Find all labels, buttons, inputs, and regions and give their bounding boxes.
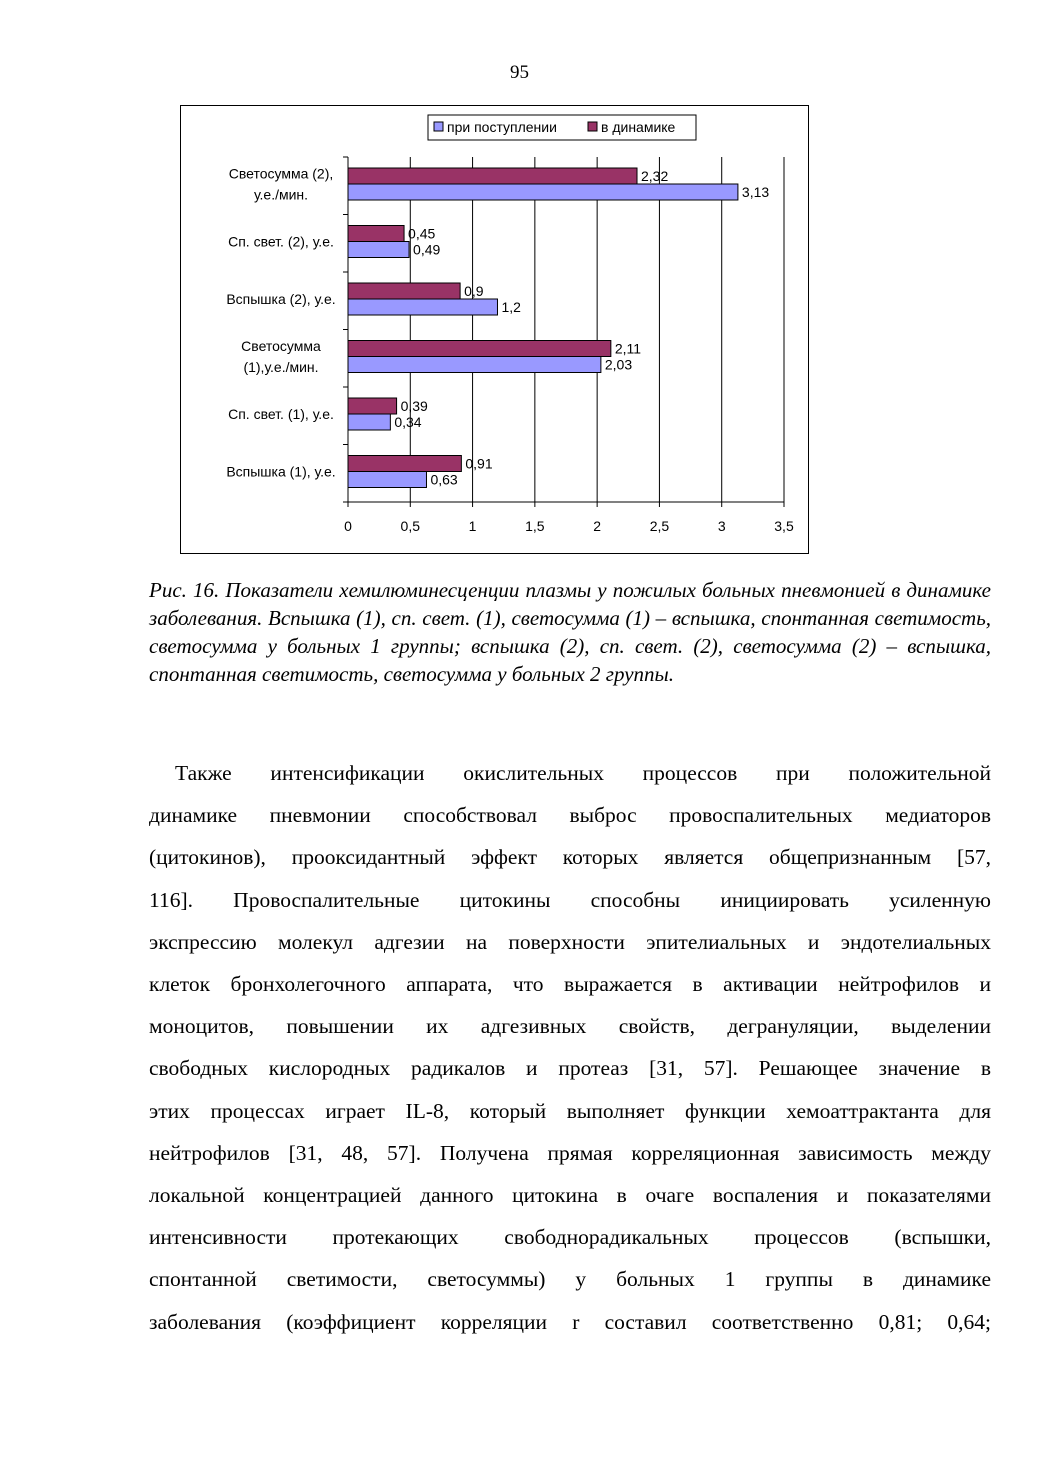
category-label: Вспышка (1), у.е. bbox=[226, 463, 336, 480]
legend-swatch-admission bbox=[434, 122, 443, 131]
category-label: (1),у.е./мин. bbox=[243, 359, 319, 375]
data-label: 0,45 bbox=[408, 225, 436, 242]
x-tick-label: 1,5 bbox=[525, 518, 545, 534]
legend-label-dynamics: в динамике bbox=[601, 119, 676, 135]
body-line: свободных кислородных радикалов и протеаз [31, 57]. Решающее значение в bbox=[149, 1056, 991, 1081]
data-label: 3,13 bbox=[741, 184, 770, 200]
bar-admission bbox=[348, 357, 601, 373]
body-line: заболевания (коэффициент корреляции r составил соответственно 0,81; 0,64; bbox=[149, 1309, 991, 1334]
category-label: Светосумма (2), bbox=[228, 165, 334, 182]
x-tick-label: 0,5 bbox=[400, 518, 421, 534]
x-tick-label: 3 bbox=[717, 518, 726, 534]
body-line: спонтанной светимости, светосуммы) у больных 1 группы в динамике bbox=[149, 1267, 991, 1292]
data-label: 2,11 bbox=[614, 340, 642, 357]
bar-dynamics bbox=[348, 283, 460, 299]
bar-dynamics bbox=[348, 456, 461, 472]
bar-dynamics bbox=[348, 398, 397, 414]
figure-caption: Рис. 16. Показатели хемилюминесценции плазмы у пожилых больных пневмонией в динамике заболевания. Вспышка (1), сп. свет. (1), светосумма (1) – вспышка, спонтанная светимость, светосумма у больных 1 группы; вспышка (2), сп. свет. (2), светосумма (2) – вспышка, спонтанная светимость, светосумма у больных 2 группы. bbox=[149, 578, 991, 686]
data-label: 0,63 bbox=[430, 471, 458, 488]
category-label: Светосумма bbox=[241, 338, 321, 354]
body-line: клеток бронхолегочного аппарата, что выражается в активации нейтрофилов и bbox=[149, 972, 991, 996]
chart-frame bbox=[180, 105, 809, 554]
data-label: 0,91 bbox=[465, 455, 493, 472]
bar-admission bbox=[348, 242, 409, 258]
x-tick-label: 2,5 bbox=[649, 518, 670, 534]
body-line: этих процессах играет IL-8, который выполняет функции хемоаттрактанта для bbox=[149, 1098, 991, 1123]
data-label: 0,49 bbox=[413, 241, 441, 258]
x-tick-label: 3,5 bbox=[774, 518, 794, 534]
x-tick-label: 1 bbox=[468, 518, 477, 534]
body-line: Также интенсификации окислительных процессов при положительной bbox=[175, 761, 991, 785]
bar-admission bbox=[348, 414, 390, 430]
body-line: нейтрофилов [31, 48, 57]. Получена прямая корреляционная зависимость между bbox=[149, 1140, 991, 1165]
category-label: Сп. свет. (1), у.е. bbox=[228, 406, 334, 422]
body-line: 116]. Провоспалительные цитокины способны инициировать усиленную bbox=[149, 887, 991, 912]
x-tick-label: 0 bbox=[344, 518, 352, 534]
body-line: динамике пневмонии способствовал выброс провоспалительных медиаторов bbox=[149, 803, 991, 828]
body-line: локальной концентрацией данного цитокина в очаге воспаления и показателями bbox=[149, 1183, 991, 1207]
category-label: Вспышка (2), у.е. bbox=[226, 291, 336, 307]
legend-swatch-dynamics bbox=[588, 122, 597, 131]
body-line: (цитокинов), прооксидантный эффект которых является общепризнанным [57, bbox=[149, 845, 991, 870]
bar-admission bbox=[348, 299, 497, 315]
body-line: интенсивности протекающих свободнорадикальных процессов (вспышки, bbox=[149, 1225, 991, 1250]
data-label: 2,03 bbox=[604, 356, 633, 373]
data-label: 1,2 bbox=[501, 299, 521, 315]
data-label: 0,9 bbox=[464, 283, 484, 299]
chemiluminescence-bar-chart bbox=[181, 106, 808, 553]
bar-dynamics bbox=[348, 226, 404, 242]
category-label: Сп. свет. (2), у.е. bbox=[228, 233, 334, 250]
bar-dynamics bbox=[348, 341, 611, 357]
data-label: 0,39 bbox=[400, 398, 428, 414]
data-label: 2,32 bbox=[641, 168, 669, 184]
body-line: моноцитов, повышении их адгезивных свойств, дегрануляции, выделении bbox=[149, 1014, 991, 1039]
bar-dynamics bbox=[348, 168, 637, 184]
x-tick-label: 2 bbox=[593, 518, 602, 534]
bar-admission bbox=[348, 472, 426, 488]
data-label: 0,34 bbox=[394, 414, 422, 430]
page-number: 95 bbox=[510, 62, 529, 83]
body-line: экспрессию молекул адгезии на поверхности эпителиальных и эндотелиальных bbox=[149, 929, 991, 954]
bar-admission bbox=[348, 184, 738, 200]
legend-label-admission: при поступлении bbox=[447, 119, 557, 135]
category-label: у.е./мин. bbox=[253, 186, 309, 203]
